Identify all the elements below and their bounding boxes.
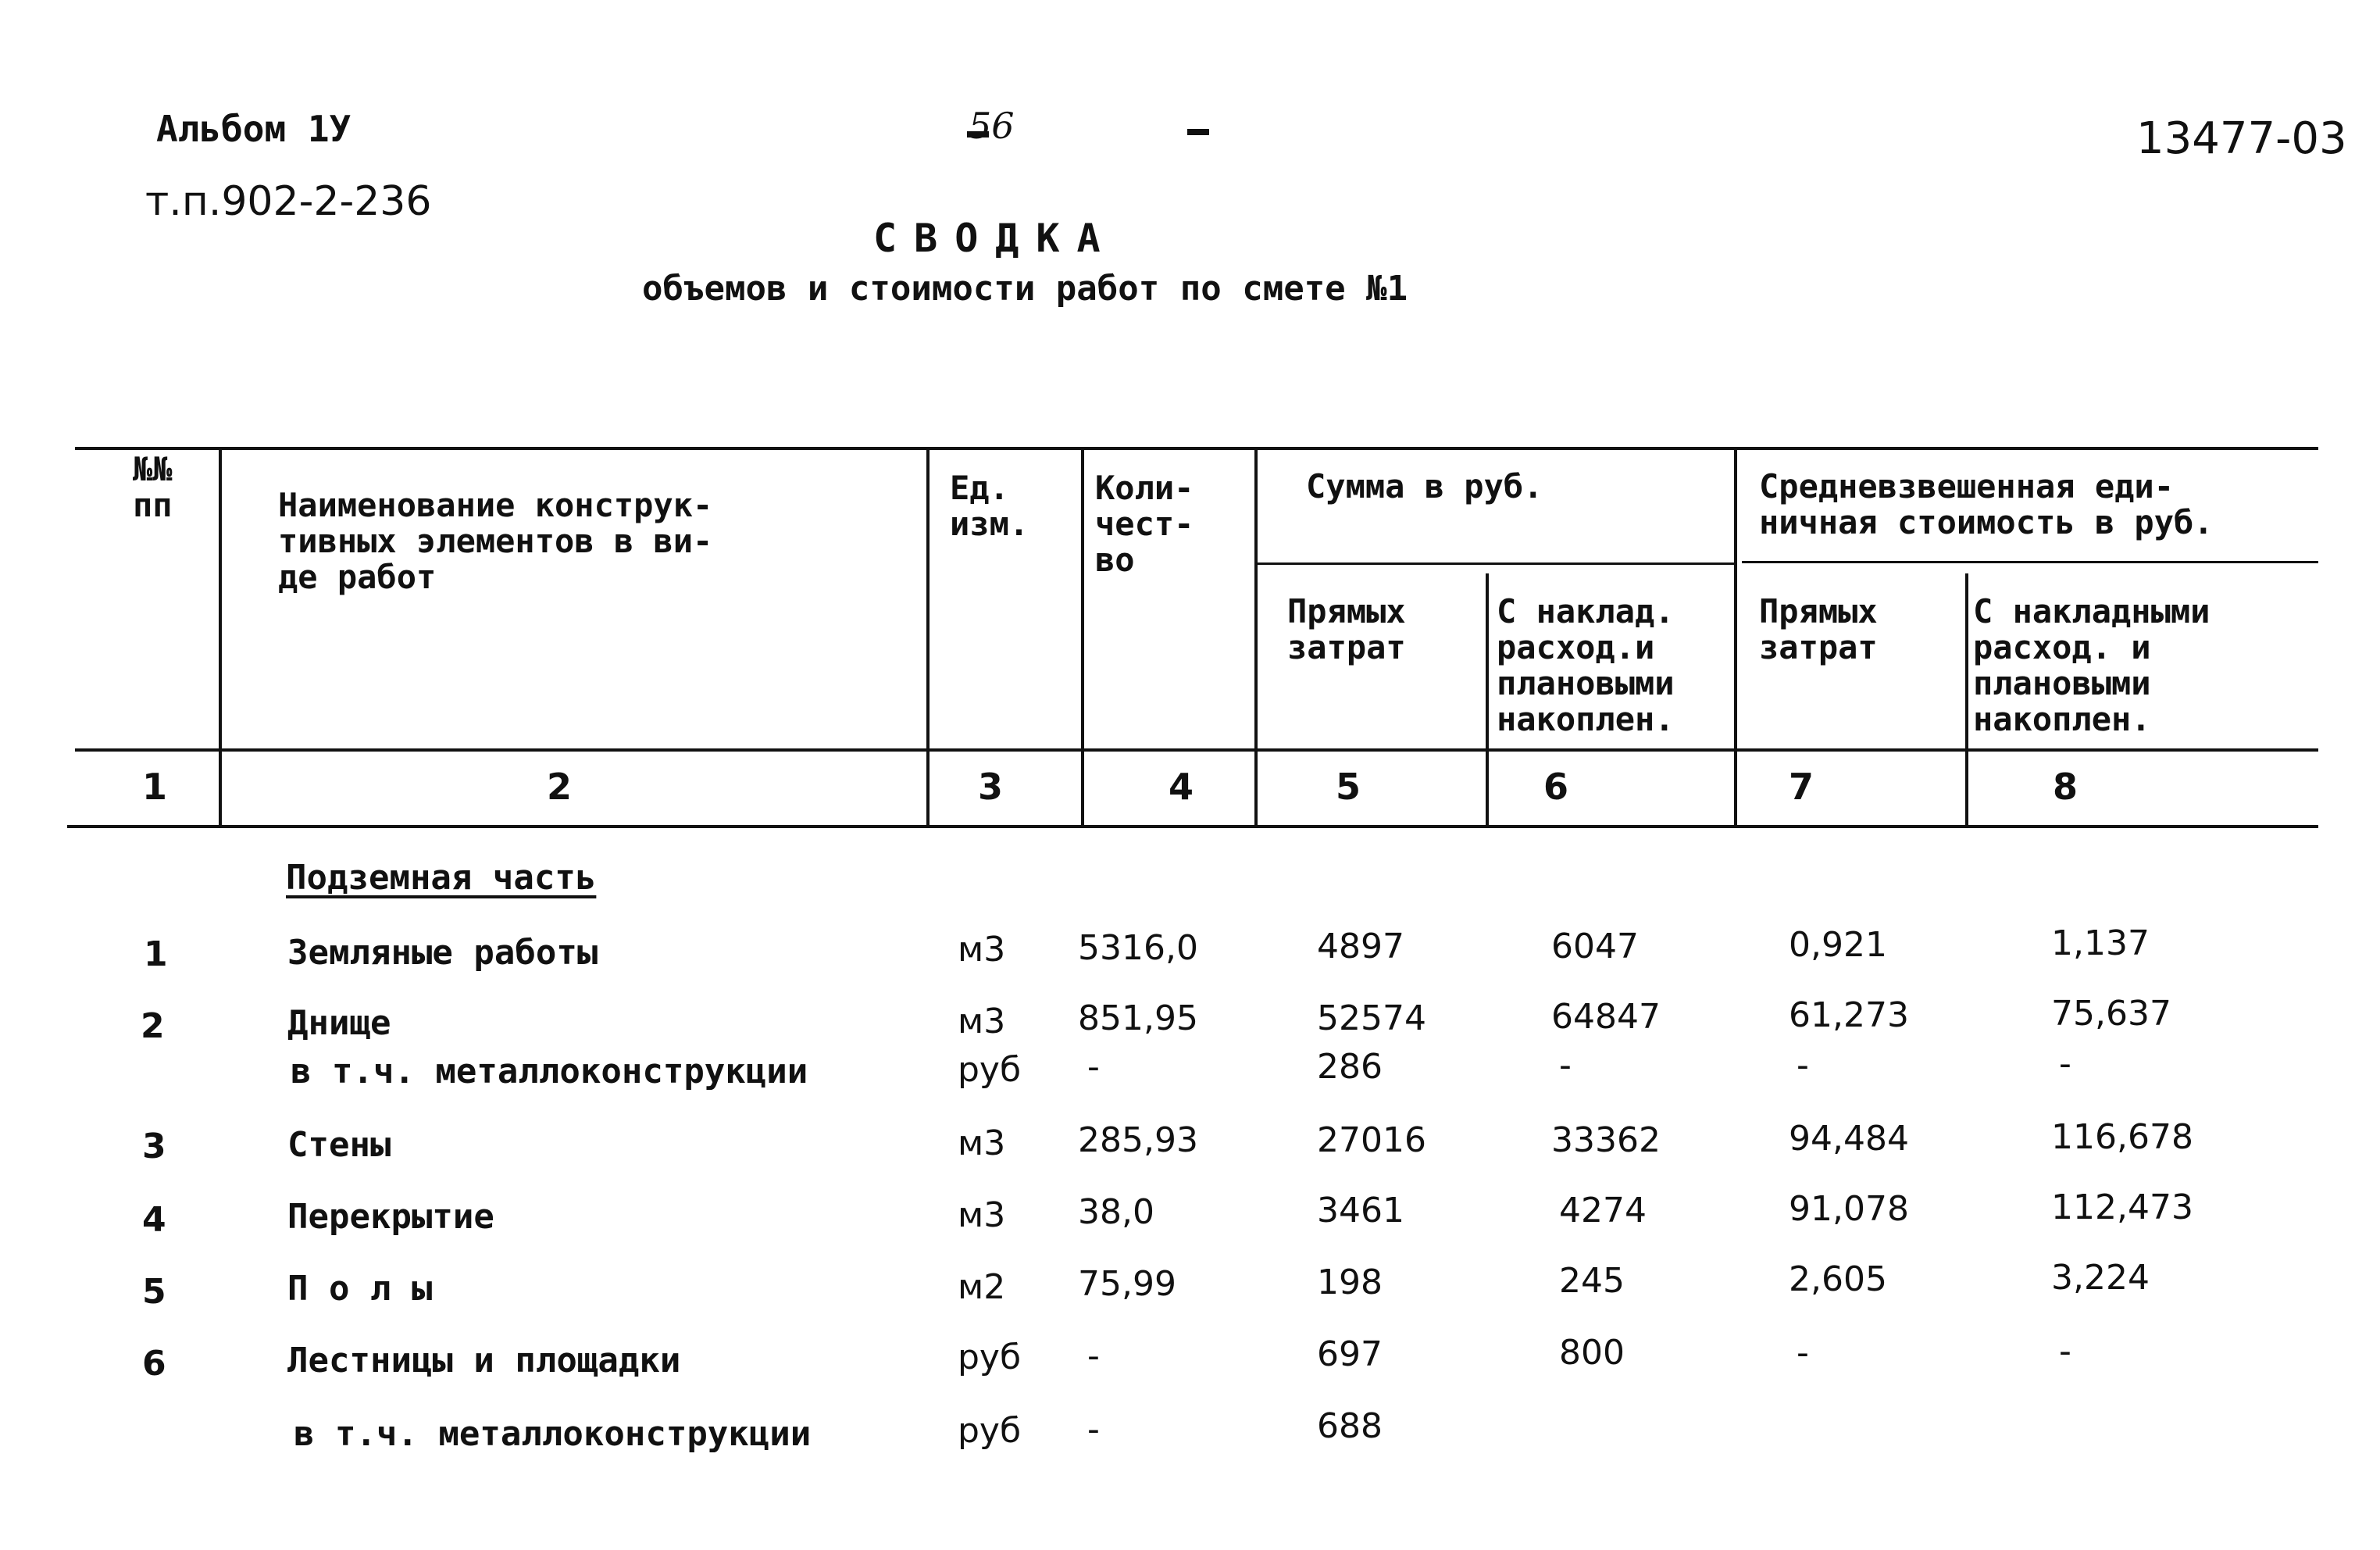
column-number-8: 8 <box>2053 766 2078 808</box>
row-no: 5 <box>142 1272 166 1312</box>
column-divider-2 <box>926 448 930 827</box>
section-heading: Подземная часть <box>286 858 597 898</box>
header-no: №№ пп <box>133 450 173 524</box>
header-avg-direct: Прямых затрат <box>1759 592 1878 666</box>
header-sum-direct: Прямых затрат <box>1287 592 1406 666</box>
row-avg-direct: 91,078 <box>1789 1189 1909 1229</box>
row-avg-direct: - <box>1797 1045 1809 1085</box>
column-number-7: 7 <box>1789 766 1814 808</box>
row-avg-direct: 0,921 <box>1789 925 1887 965</box>
row-avg-direct: - <box>1797 1333 1809 1373</box>
row-name: Днище <box>287 1003 391 1043</box>
group-subheader-rule-sum <box>1258 562 1734 565</box>
row-unit: м3 <box>958 1002 1006 1041</box>
row-unit: м2 <box>958 1267 1006 1307</box>
row-no: 4 <box>142 1200 166 1240</box>
row-avg-overhead: 1,137 <box>2051 923 2150 963</box>
column-number-2: 2 <box>547 766 573 808</box>
header-sum-overhead: С наклад. расход.и плановыми накоплен. <box>1497 592 1675 738</box>
column-numbers-bottom-rule <box>67 825 2318 828</box>
row-avg-overhead: 116,678 <box>2051 1117 2193 1157</box>
header-qty: Коли- чест- во <box>1095 469 1194 579</box>
row-avg-overhead: 3,224 <box>2051 1258 2150 1298</box>
row-qty: 851,95 <box>1078 998 1198 1038</box>
column-divider-6 <box>1734 448 1737 827</box>
row-unit: руб <box>958 1411 1022 1451</box>
row-name: в т.ч. металлоконструкции <box>291 1052 808 1091</box>
row-avg-overhead: 75,637 <box>2051 994 2171 1034</box>
page-number: 56 <box>969 105 1015 147</box>
row-name: Земляные работы <box>287 933 598 973</box>
row-sum-overhead: 245 <box>1559 1261 1625 1301</box>
row-name: Лестницы и площадки <box>287 1341 681 1380</box>
row-no: 3 <box>142 1127 166 1166</box>
row-qty: 38,0 <box>1078 1192 1154 1232</box>
row-qty: - <box>1087 1336 1100 1376</box>
row-sum-overhead: 33362 <box>1551 1120 1661 1160</box>
column-number-6: 6 <box>1543 766 1569 808</box>
header-sum-group: Сумма в руб. <box>1306 467 1543 505</box>
row-qty: - <box>1087 1047 1100 1087</box>
row-sum-overhead: 4274 <box>1559 1191 1647 1230</box>
row-sum-direct: 697 <box>1317 1334 1383 1374</box>
row-name: Перекрытие <box>287 1197 494 1237</box>
row-qty: 285,93 <box>1078 1120 1198 1160</box>
group-subheader-rule-avg <box>1742 561 2318 563</box>
row-avg-direct: 61,273 <box>1789 995 1909 1035</box>
row-sum-overhead: 64847 <box>1551 997 1661 1037</box>
row-sum-direct: 4897 <box>1317 927 1404 966</box>
row-avg-overhead: 112,473 <box>2051 1188 2193 1227</box>
row-name: Стены <box>287 1125 391 1165</box>
row-avg-direct: 2,605 <box>1789 1259 1887 1299</box>
column-number-4: 4 <box>1169 766 1194 808</box>
album-label: Альбом 1У <box>156 108 351 150</box>
column-divider-5 <box>1486 573 1489 827</box>
row-unit: м3 <box>958 930 1006 970</box>
document-title: СВОДКА <box>873 216 1118 261</box>
row-sum-direct: 688 <box>1317 1406 1383 1446</box>
row-sum-direct: 3461 <box>1317 1191 1404 1230</box>
row-name: в т.ч. металлоконструкции <box>294 1414 812 1454</box>
page-dash-right <box>1187 129 1209 135</box>
header-avg-overhead: С накладными расход. и плановыми накоплен. <box>1973 592 2211 738</box>
row-name: П о л ы <box>287 1269 433 1309</box>
row-qty: 5316,0 <box>1078 928 1198 968</box>
document-subtitle: объемов и стоимости работ по смете №1 <box>642 269 1408 309</box>
column-number-3: 3 <box>978 766 1004 808</box>
row-sum-overhead: 6047 <box>1551 927 1639 966</box>
row-avg-overhead: - <box>2059 1331 2071 1371</box>
row-unit: руб <box>958 1338 1022 1377</box>
column-divider-1 <box>219 448 222 827</box>
row-sum-overhead: - <box>1559 1045 1572 1085</box>
row-no: 6 <box>142 1344 166 1384</box>
column-divider-3 <box>1081 448 1084 827</box>
row-unit: м3 <box>958 1123 1006 1163</box>
row-qty: - <box>1087 1409 1100 1449</box>
row-qty: 75,99 <box>1078 1264 1176 1304</box>
header-unit: Ед. изм. <box>950 469 1029 543</box>
row-sum-direct: 27016 <box>1317 1120 1426 1160</box>
document-id: 13477-03 <box>2136 113 2347 164</box>
row-no: 2 <box>141 1006 165 1046</box>
column-number-1: 1 <box>142 766 168 808</box>
series-label: т.п.902-2-236 <box>145 178 432 225</box>
row-unit: руб <box>958 1050 1022 1090</box>
row-sum-direct: 286 <box>1317 1047 1383 1087</box>
row-avg-direct: 94,484 <box>1789 1119 1909 1159</box>
row-avg-overhead: - <box>2059 1044 2071 1084</box>
column-divider-7 <box>1965 573 1968 827</box>
row-no: 1 <box>144 934 168 974</box>
column-divider-4 <box>1254 448 1258 827</box>
row-unit: м3 <box>958 1195 1006 1235</box>
row-sum-overhead: 800 <box>1559 1333 1625 1373</box>
row-sum-direct: 198 <box>1317 1262 1383 1302</box>
table-top-rule <box>75 447 2318 450</box>
header-name: Наименование конструк- тивных элементов в ви- де работ <box>278 486 713 596</box>
header-avg-group: Средневзвешенная еди- ничная стоимость в руб. <box>1759 467 2214 541</box>
column-number-5: 5 <box>1336 766 1361 808</box>
header-bottom-rule <box>75 748 2318 752</box>
row-sum-direct: 52574 <box>1317 998 1426 1038</box>
